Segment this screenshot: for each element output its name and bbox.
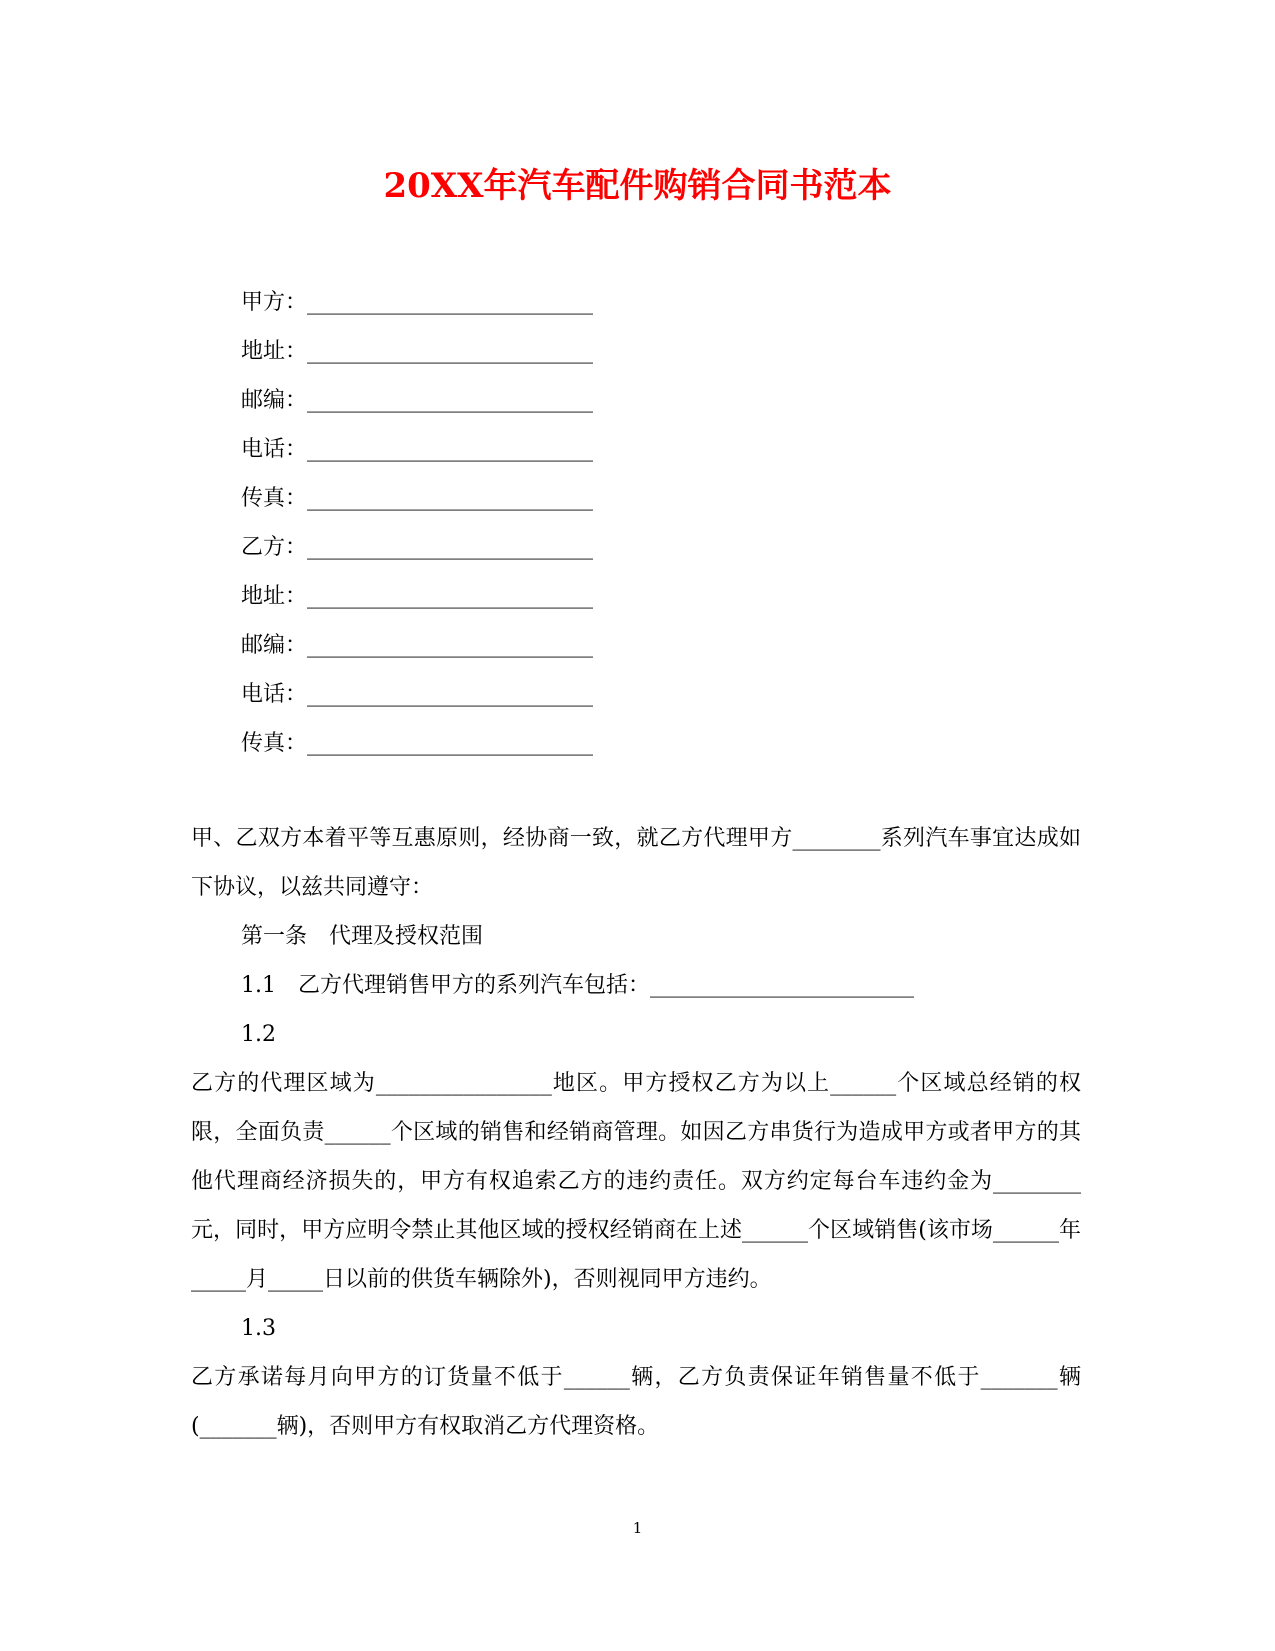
party-a-phone-field: 电话：__________________________	[241, 437, 594, 462]
article-1-heading: 第一条 代理及授权范围	[241, 924, 484, 949]
party-b-address-field: 地址：__________________________	[241, 584, 594, 609]
party-b-fax-field: 传真：__________________________	[241, 731, 594, 756]
party-a-postcode-field: 邮编：__________________________	[241, 388, 594, 413]
party-a-fax-field: 传真：__________________________	[241, 486, 594, 511]
clause-1-3-number: 1.3	[241, 1316, 276, 1341]
page-number: 1	[632, 1519, 643, 1537]
party-b-postcode-field: 邮编：__________________________	[241, 633, 594, 658]
party-a-address-field: 地址：__________________________	[241, 339, 594, 364]
clause-1-1: 1.1 乙方代理销售甲方的系列汽车包括：________________________	[241, 973, 914, 998]
intro-paragraph: 甲、乙双方本着平等互惠原则，经协商一致，就乙方代理甲方________系列汽车事宜达成如下协议，以兹共同遵守：	[191, 826, 1081, 900]
clause-1-3-text: 乙方承诺每月向甲方的订货量不低于______辆，乙方负责保证年销售量不低于_______辆(_______辆)，否则甲方有权取消乙方代理资格。	[191, 1365, 1081, 1439]
party-b-name-field: 乙方：__________________________	[241, 535, 594, 560]
party-b-phone-field: 电话：__________________________	[241, 682, 594, 707]
party-a-name-field: 甲方：__________________________	[241, 290, 594, 315]
clause-1-2-text: 乙方的代理区域为________________地区。甲方授权乙方为以上______个区域总经销的权限，全面负责______个区域的销售和经销商管理。如因乙方串货行为造成甲方或者甲方的其他代理商经济损失的，甲方有权追索乙方的违约责任。双方约定每台车违约金为________元，同时，甲方应明令禁止其他区域的授权经销商在上述______个区域销售(该市场______年_____月_____日以前的供货车辆除外)，否则视同甲方违约。	[191, 1071, 1081, 1292]
party-info-block	[241, 278, 941, 768]
contract-body	[191, 814, 1081, 1451]
clause-1-2-number: 1.2	[241, 1022, 276, 1047]
document-title: 20XX年汽车配件购销合同书范本	[383, 166, 892, 206]
